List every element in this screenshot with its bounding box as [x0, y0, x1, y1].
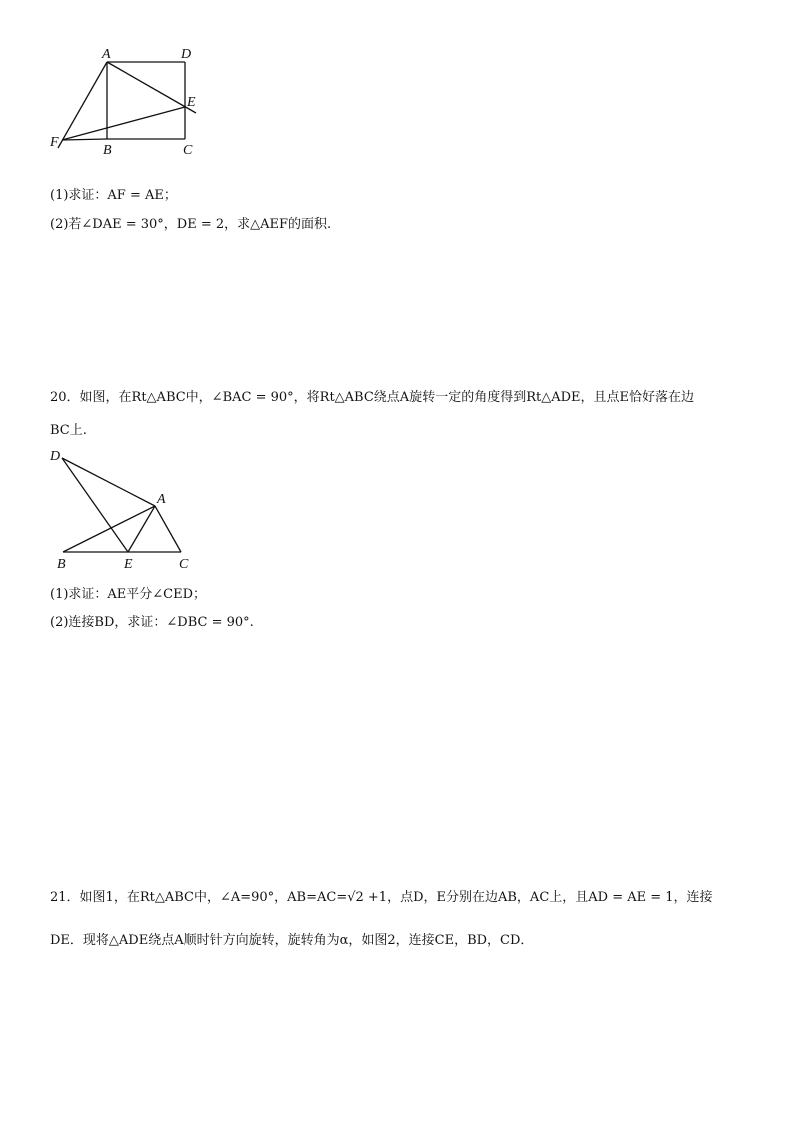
label-E: E — [124, 557, 133, 572]
label-A: A — [102, 47, 111, 62]
segment-DE — [62, 458, 128, 552]
segment-AC — [155, 506, 181, 552]
label-F: F — [50, 135, 59, 150]
label-B: B — [103, 143, 112, 158]
label-A: A — [157, 492, 166, 507]
q19-part1: (1)求证：AF = AE； — [50, 188, 177, 203]
q21-line1: 21．如图1，在Rt△ABC中，∠A=90°，AB=AC=√2 +1，点D，E分别在边AB，AC上，且AD = AE = 1，连接 — [50, 890, 713, 905]
label-E: E — [187, 95, 196, 110]
q21-line2: DE．现将△ADE绕点A顺时针方向旋转，旋转角为α，如图2，连接CE，BD，CD． — [50, 933, 534, 948]
q20-part1: (1)求证：AE平分∠CED； — [50, 587, 207, 602]
label-B: B — [57, 557, 66, 572]
q20-part2: (2)连接BD，求证：∠DBC = 90°. — [50, 615, 254, 630]
q20-line2: BC上. — [50, 423, 87, 438]
label-C: C — [179, 557, 189, 572]
label-D: D — [181, 47, 192, 62]
label-D: D — [50, 449, 61, 464]
q19-part2: (2)若∠DAE = 30°，DE = 2，求△AEF的面积. — [50, 217, 332, 232]
segment-DA — [62, 458, 155, 506]
q20-line1: 20．如图，在Rt△ABC中，∠BAC = 90°，将Rt△ABC绕点A旋转一定的角度得到Rt△ADE，且点E恰好落在边 — [50, 390, 694, 405]
label-C: C — [183, 143, 193, 158]
